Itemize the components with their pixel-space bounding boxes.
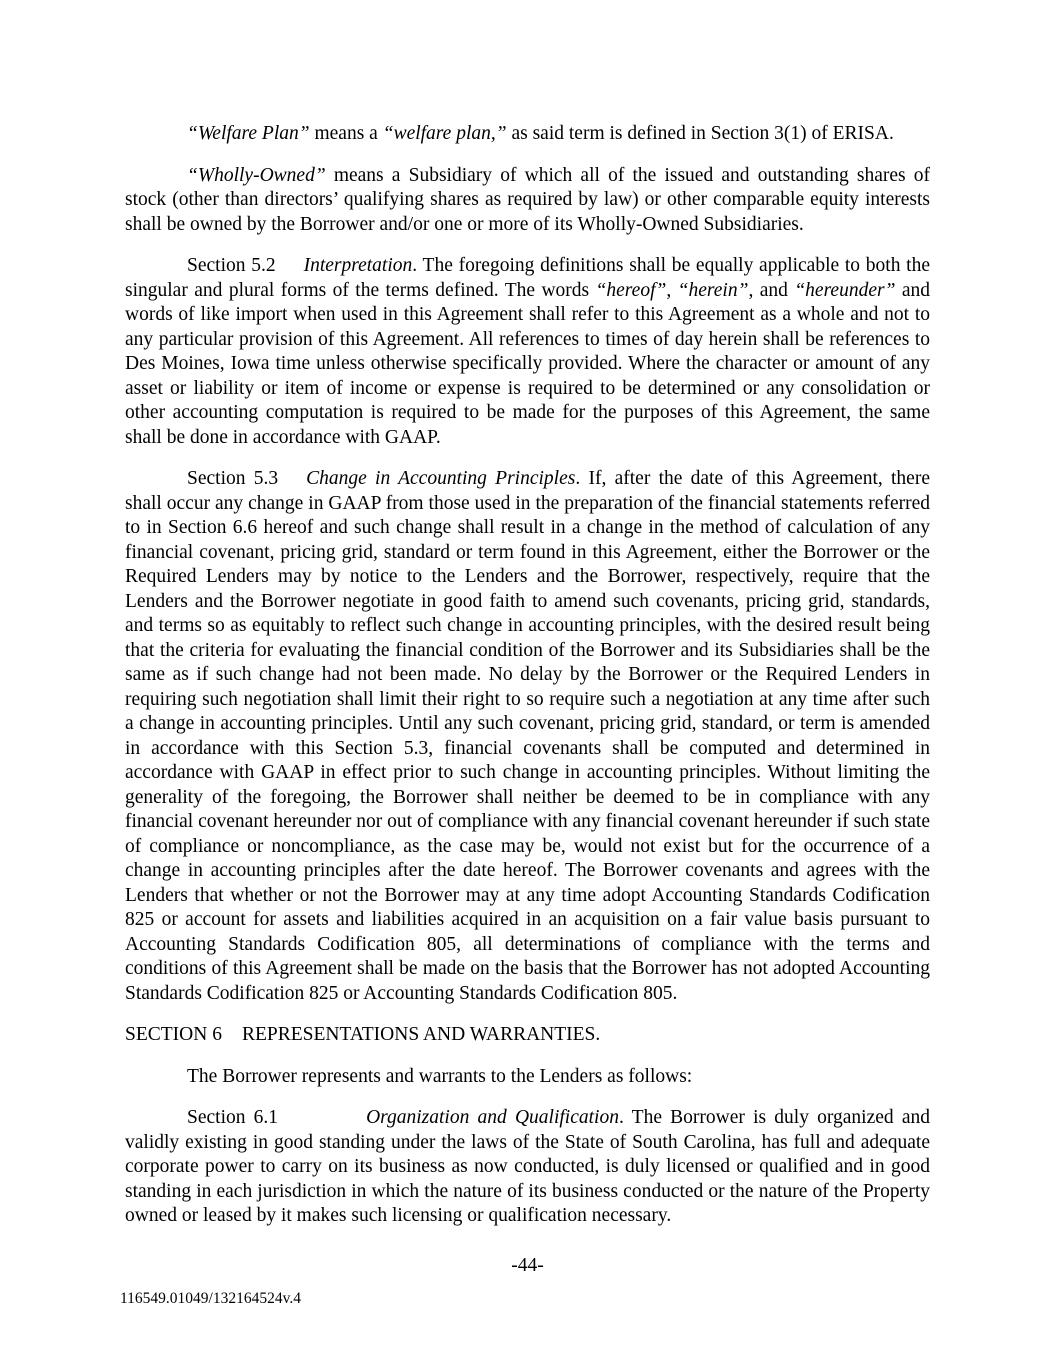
paragraph-section-5-3 bbox=[125, 467, 930, 1006]
paragraph-wholly-owned-definition bbox=[125, 164, 930, 238]
heading-section-6 bbox=[125, 1023, 930, 1048]
document-body bbox=[125, 122, 930, 1246]
paragraph-welfare-plan-definition bbox=[125, 122, 930, 147]
quoted-term-herein: “herein” bbox=[677, 279, 749, 301]
tab-spacer bbox=[222, 1039, 242, 1040]
quoted-term-hereunder: “hereunder” bbox=[794, 279, 896, 301]
section-5-2-label: Section 5.2 bbox=[187, 255, 276, 276]
section-6-1-label: Section 6.1 bbox=[187, 1107, 279, 1128]
quoted-term-hereof: “hereof” bbox=[595, 279, 667, 301]
text-segment: and words of like import when used in this Agreement shall refer to this Agreement as a whole and not to any particular provision of this Agreement. All references to times of day herein shall be references to Des Moines, Iowa time unless otherwise specifically provided. Where the character or amount of any asset or liability or item of income or expense is required to be determined or any consolidation or other accounting computation is required to be made for the purposes of this Agreement, the same shall be done in accordance with GAAP. bbox=[125, 279, 930, 448]
tab-spacer bbox=[276, 270, 304, 271]
text-segment: as said term is defined in Section 3(1) of ERISA. bbox=[506, 123, 894, 144]
text-segment: , and bbox=[748, 279, 795, 301]
text-segment: . The Borrower is duly organized and validly existing in good standing under the laws of the State of South Carolina, has full and adequate corporate power to carry on its business as now conducted, is duly licensed or qualified and in good standing in each jurisdiction in which the nature of its business conducted or the nature of the Property owned or leased by it makes such licensing or qualification necessary. bbox=[125, 1107, 930, 1226]
tab-spacer bbox=[278, 483, 306, 484]
text-segment: . The foregoing definitions shall be equally applicable to both the singular and plural forms of the terms defined. The words bbox=[125, 255, 930, 301]
defined-term-wholly-owned: “Wholly-Owned” bbox=[187, 164, 326, 186]
section-5-3-label: Section 5.3 bbox=[187, 468, 279, 489]
page-number: -44- bbox=[511, 1255, 544, 1276]
section-5-2-title: Interpretation bbox=[303, 255, 413, 276]
text-segment: means a Subsidiary of which all of the issued and outstanding shares of stock (other than directors’ qualifying shares as required by law) or other comparable equity interests shall be owned by the Borrower and/or one or more of its Wholly-Owned Subsidiaries. bbox=[125, 164, 930, 235]
text-segment: The Borrower represents and warrants to the Lenders as follows: bbox=[187, 1065, 693, 1087]
paragraph-section-5-2 bbox=[125, 254, 930, 450]
paragraph-representations-intro bbox=[125, 1065, 930, 1090]
section-6-1-title: Organization and Qualification bbox=[366, 1107, 619, 1128]
text-segment: , bbox=[666, 279, 678, 301]
section-5-3-title: Change in Accounting Principles bbox=[306, 468, 576, 489]
text-segment: means a bbox=[309, 123, 383, 144]
section-6-title: REPRESENTATIONS AND WARRANTIES. bbox=[241, 1024, 601, 1045]
tab-spacer bbox=[278, 1122, 366, 1123]
document-id-footer: 116549.01049/132164524v.4 bbox=[120, 1290, 301, 1307]
text-segment: . If, after the date of this Agreement, there shall occur any change in GAAP from those used in the preparation of the financial statements referred to in Section 6.6 hereof and such change shall result in a change in the method of calculation of any financial covenant, pricing grid, standard or term found in this Agreement, either the Borrower or the Required Lenders may by notice to the Lenders and the Borrower, respectively, require that the Lenders and the Borrower negotiate in good faith to amend such covenants, pricing grid, standards, and terms so as equitably to reflect such change in accounting principles, with the desired result being that the criteria for evaluating the financial condition of the Borrower and its Subsidiaries shall be the same as if such change had not been made. No delay by the Borrower or the Required Lenders in requiring such negotiation shall limit their right to so require such a negotiation at any time after such a change in accounting principles. Until any such covenant, pricing grid, standard, or term is amended in accordance with this Section 5.3, financial covenants shall be computed and determined in accordance with GAAP in effect prior to such change in accounting principles. Without limiting the generality of the foregoing, the Borrower shall neither be deemed to be in compliance with any financial covenant hereunder nor out of compliance with any financial covenant hereunder if such state of compliance or noncompliance, as the case may be, would not exist but for the occurrence of a change in accounting principles after the date hereof. The Borrower covenants and agrees with the Lenders that whether or not the Borrower may at any time adopt Accounting Standards Codification 825 or account for assets and liabilities acquired in an acquisition on a fair value basis pursuant to Accounting Standards Codification 805, all determinations of compliance with the terms and conditions of this Agreement shall be made on the basis that the Borrower has not adopted Accounting Standards Codification 825 or Accounting Standards Codification 805. bbox=[125, 468, 930, 1004]
quoted-term-welfare-plan: “welfare plan,” bbox=[382, 123, 507, 144]
section-6-label: SECTION 6 bbox=[125, 1024, 222, 1045]
defined-term-welfare-plan: “Welfare Plan” bbox=[187, 123, 310, 144]
paragraph-section-6-1 bbox=[125, 1106, 930, 1229]
